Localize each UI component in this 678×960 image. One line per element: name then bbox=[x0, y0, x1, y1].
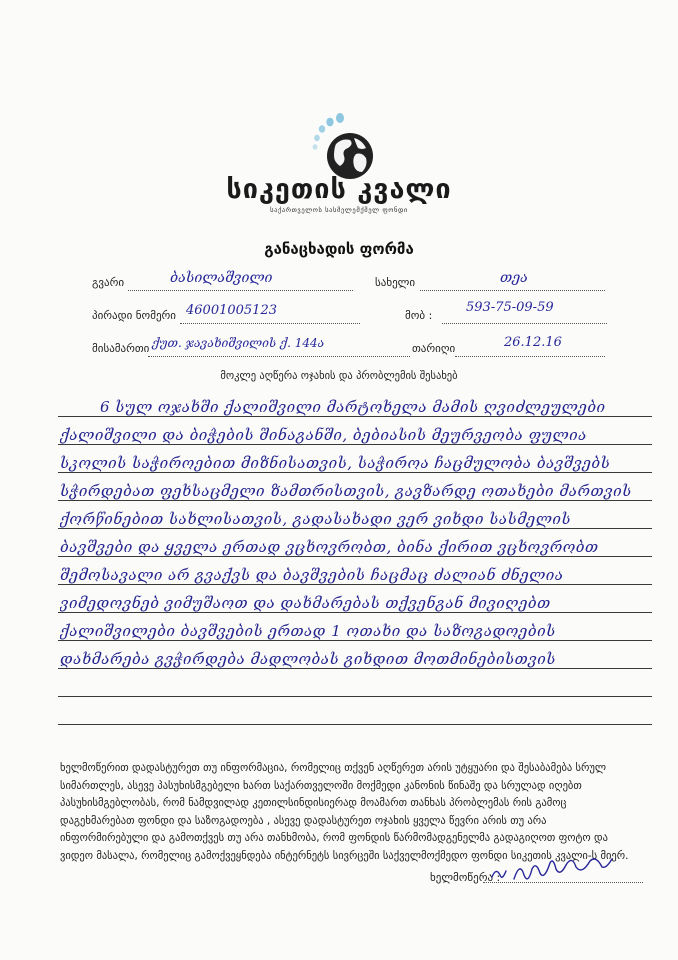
phone-label: მობ : bbox=[405, 309, 433, 322]
phone-dotted-line bbox=[442, 323, 607, 324]
name-dotted-line bbox=[420, 290, 605, 291]
ruled-line bbox=[58, 528, 652, 529]
surname-value: ბასილაშვილი bbox=[170, 270, 273, 286]
date-value: 26.12.16 bbox=[504, 335, 562, 350]
description-line: 6 სულ ოჯახში ქალიშვილი მარტოხელა მამის ღვიძლეულები bbox=[100, 398, 606, 416]
ruled-line bbox=[58, 416, 652, 417]
brand-subtitle: საქართველოს სასმელემქმელ ფონდი bbox=[270, 206, 408, 214]
description-line: ვიმედოვნებ ვიმუშაოთ და დახმარებას თქვენგან მივიღებთ bbox=[60, 594, 551, 612]
ruled-line bbox=[58, 612, 652, 613]
phone-value: 593-75-09-59 bbox=[466, 300, 554, 315]
ruled-line bbox=[58, 640, 652, 641]
description-line: ქალიშვილები ბავშვების ერთად 1 ოთახი და საზოგადოების bbox=[60, 622, 556, 640]
surname-dotted-line bbox=[128, 290, 353, 291]
id-number-dotted-line bbox=[180, 323, 360, 324]
id-number-label: პირადი ნომერი bbox=[92, 309, 176, 322]
address-dotted-line bbox=[148, 356, 410, 357]
id-number-value: 46001005123 bbox=[186, 303, 277, 318]
ruled-line bbox=[58, 500, 652, 501]
section-subtitle: მოკლე აღწერა ოჯახის და პრობლემის შესახებ bbox=[220, 370, 458, 382]
form-title: განაცხადის ფორმა bbox=[264, 240, 414, 258]
handwritten-signature-icon bbox=[488, 857, 628, 887]
description-line: ქორწინებით სახლისათვის, გადასახადი ვერ ვიხდი სასმელის bbox=[60, 510, 572, 528]
description-line: შემოსავალი არ გვაქვს და ბავშვების ჩაცმაც ძალიან ძნელია bbox=[60, 566, 564, 584]
description-line: სჭირდებათ ფეხსაცმელი ზამთრისთვის, გავზარდე ოთახები მართვის bbox=[60, 482, 632, 500]
description-line: სკოლის საჭიროებით მიზნისათვის, საჭიროა ჩაცმულობა ბავშვებს bbox=[60, 454, 611, 472]
ruled-line bbox=[58, 444, 652, 445]
ruled-line bbox=[58, 584, 652, 585]
signature-label: ხელმოწერა : bbox=[430, 871, 501, 884]
address-label: მისამართი bbox=[92, 342, 150, 355]
surname-label: გვარი bbox=[92, 276, 125, 289]
ruled-line bbox=[58, 724, 652, 725]
description-line: ბავშვები და ყველა ერთად ვცხოვრობთ, ბინა ქირით ვცხოვრობთ bbox=[60, 538, 599, 556]
ruled-line bbox=[58, 472, 652, 473]
declaration-text: ხელმოწერით დადასტურეთ თუ ინფორმაცია, რომელიც თქვენ აღწერეთ არის უტყუარი და შესაბამება სრულ სიმართლეს, ასევე პასუხისმგებელი ხართ საქართველოში მოქმედი კანონის წინაშე და სრულად იღებთ პასუხისმგებლობას, რომ ნამდვილად კეთილსინდისიერად მოამართ თანხას პრობლემას რის გამოც დაგეხმარებათ ფონდი და საზოგადოება , ასევე დადასტურეთ ოჯახის ყველა წევრი არის თუ არა ინფორმირებული და გამოთქვეს თუ არა თანხმობა, რომ ფონდის წარმომადგენელმა გადაგიღოთ ფოტო და ვიდეო მასალა, რომელიც გამოქვეყნდება ინტერნეტს სივრცეში საქველმოქმედო ფონდი სიკეთის კვალი-ს მიერ. bbox=[60, 762, 629, 862]
ruled-line bbox=[58, 668, 652, 669]
name-value: თეა bbox=[500, 270, 528, 286]
name-label: სახელი bbox=[375, 276, 416, 289]
description-line: დახმარება გვჭირდება მადლობას გიხდით მოთმინებისთვის bbox=[60, 650, 556, 668]
date-dotted-line bbox=[455, 356, 605, 357]
description-line: ქალიშვილი და ბიჭების შინაგანში, ბებიასის მეურვეობა ფულია bbox=[60, 426, 587, 444]
address-value: ქუთ. ჯავახიშვილის ქ. 144ა bbox=[152, 336, 325, 350]
date-label: თარიღი bbox=[412, 342, 456, 355]
brand-name: სიკეთის კვალი bbox=[226, 174, 452, 205]
ruled-line bbox=[58, 556, 652, 557]
ruled-line bbox=[58, 696, 652, 697]
